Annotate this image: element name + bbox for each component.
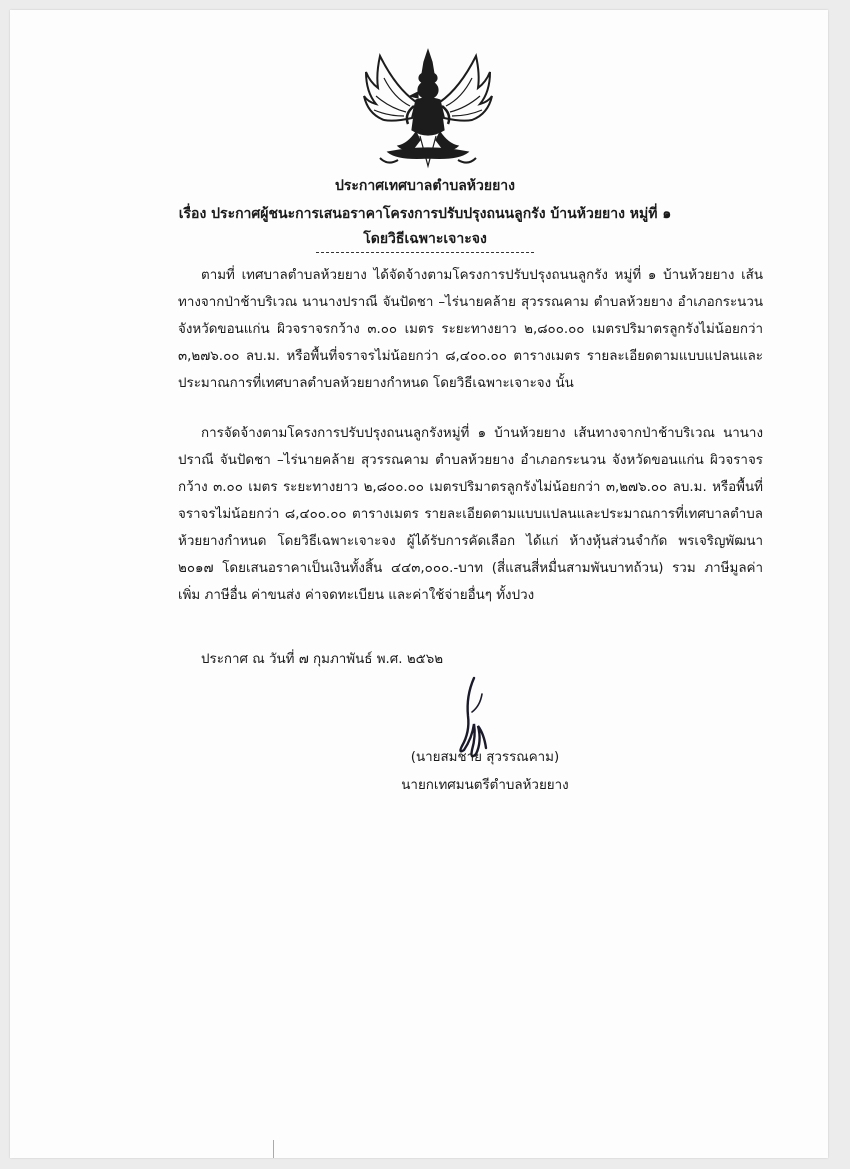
signer-position: นายกเทศมนตรีตำบลห้วยยาง <box>401 778 569 793</box>
garuda-emblem-icon <box>358 48 498 170</box>
body-paragraph-2: การจัดจ้างตามโครงการปรับปรุงถนนลูกรังหมู่ที่ ๑ บ้านห้วยยาง เส้นทางจากป่าช้าบริเวณ นานางปราณี จันปัดชา –ไร่นายคล้าย สุวรรณคาม ตำบลห้วยยาง อำเภอกระนวน จังหวัดขอนแก่น ผิวจราจรกว้าง ๓.๐๐ เมตร ระยะทางยาว ๒,๘๐๐.๐๐ เมตรปริมาตรลูกรังไม่น้อยกว่า ๓,๒๗๖.๐๐ ลบ.ม. หรือพื้นที่จราจรไม่น้อยกว่า ๘,๔๐๐.๐๐ ตารางเมตร รายละเอียดตามแบบแปลนและประมาณการที่เทศบาลตำบลห้วยยางกำหนด โดยวิธีเฉพาะเจาะจง ผู้ได้รับการคัดเลือก ได้แก่ ห้างหุ้นส่วนจำกัด พรเจริญพัฒนา ๒๐๑๗ โดยเสนอราคาเป็นเงินทั้งสิ้น ๔๔๓,๐๐๐.-บาท (สี่แสนสี่หมื่นสามพันบาทถ้วน) รวม ภาษีมูลค่าเพิ่ม ภาษีอื่น ค่าขนส่ง ค่าจดทะเบียน และค่าใช้จ่ายอื่นๆ ทั้งปวง <box>178 426 763 603</box>
procurement-method: โดยวิธีเฉพาะเจาะจง <box>363 231 487 247</box>
announcement-subject: เรื่อง ประกาศผู้ชนะการเสนอราคาโครงการปรับปรุงถนนลูกรัง บ้านห้วยยาง หมู่ที่ ๑ <box>178 206 672 222</box>
scan-mark <box>273 1140 274 1158</box>
signer-name: (นายสมชาย สุวรรณคาม) <box>410 750 560 765</box>
dashed-divider <box>316 252 534 253</box>
body-paragraph-1: ตามที่ เทศบาลตำบลห้วยยาง ได้จัดจ้างตามโครงการปรับปรุงถนนลูกรัง หมู่ที่ ๑ บ้านห้วยยาง เส้นทางจากป่าช้าบริเวณ นานางปราณี จันปัดชา –ไร่นายคล้าย สุวรรณคาม ตำบลห้วยยาง อำเภอกระนวน จังหวัดขอนแก่น ผิวจราจรกว้าง ๓.๐๐ เมตร ระยะทางยาว ๒,๘๐๐.๐๐ เมตรปริมาตรลูกรังไม่น้อยกว่า ๓,๒๗๖.๐๐ ลบ.ม. หรือพื้นที่จราจรไม่น้อยกว่า ๘,๔๐๐.๐๐ ตารางเมตร รายละเอียดตามแบบแปลนและประมาณการที่เทศบาลตำบลห้วยยางกำหนด โดยวิธีเฉพาะเจาะจง นั้น <box>178 268 763 391</box>
announcement-title: ประกาศเทศบาลตำบลห้วยยาง <box>335 178 515 194</box>
announcement-date: ประกาศ ณ วันที่ ๗ กุมภาพันธ์ พ.ศ. ๒๕๖๒ <box>201 652 444 667</box>
